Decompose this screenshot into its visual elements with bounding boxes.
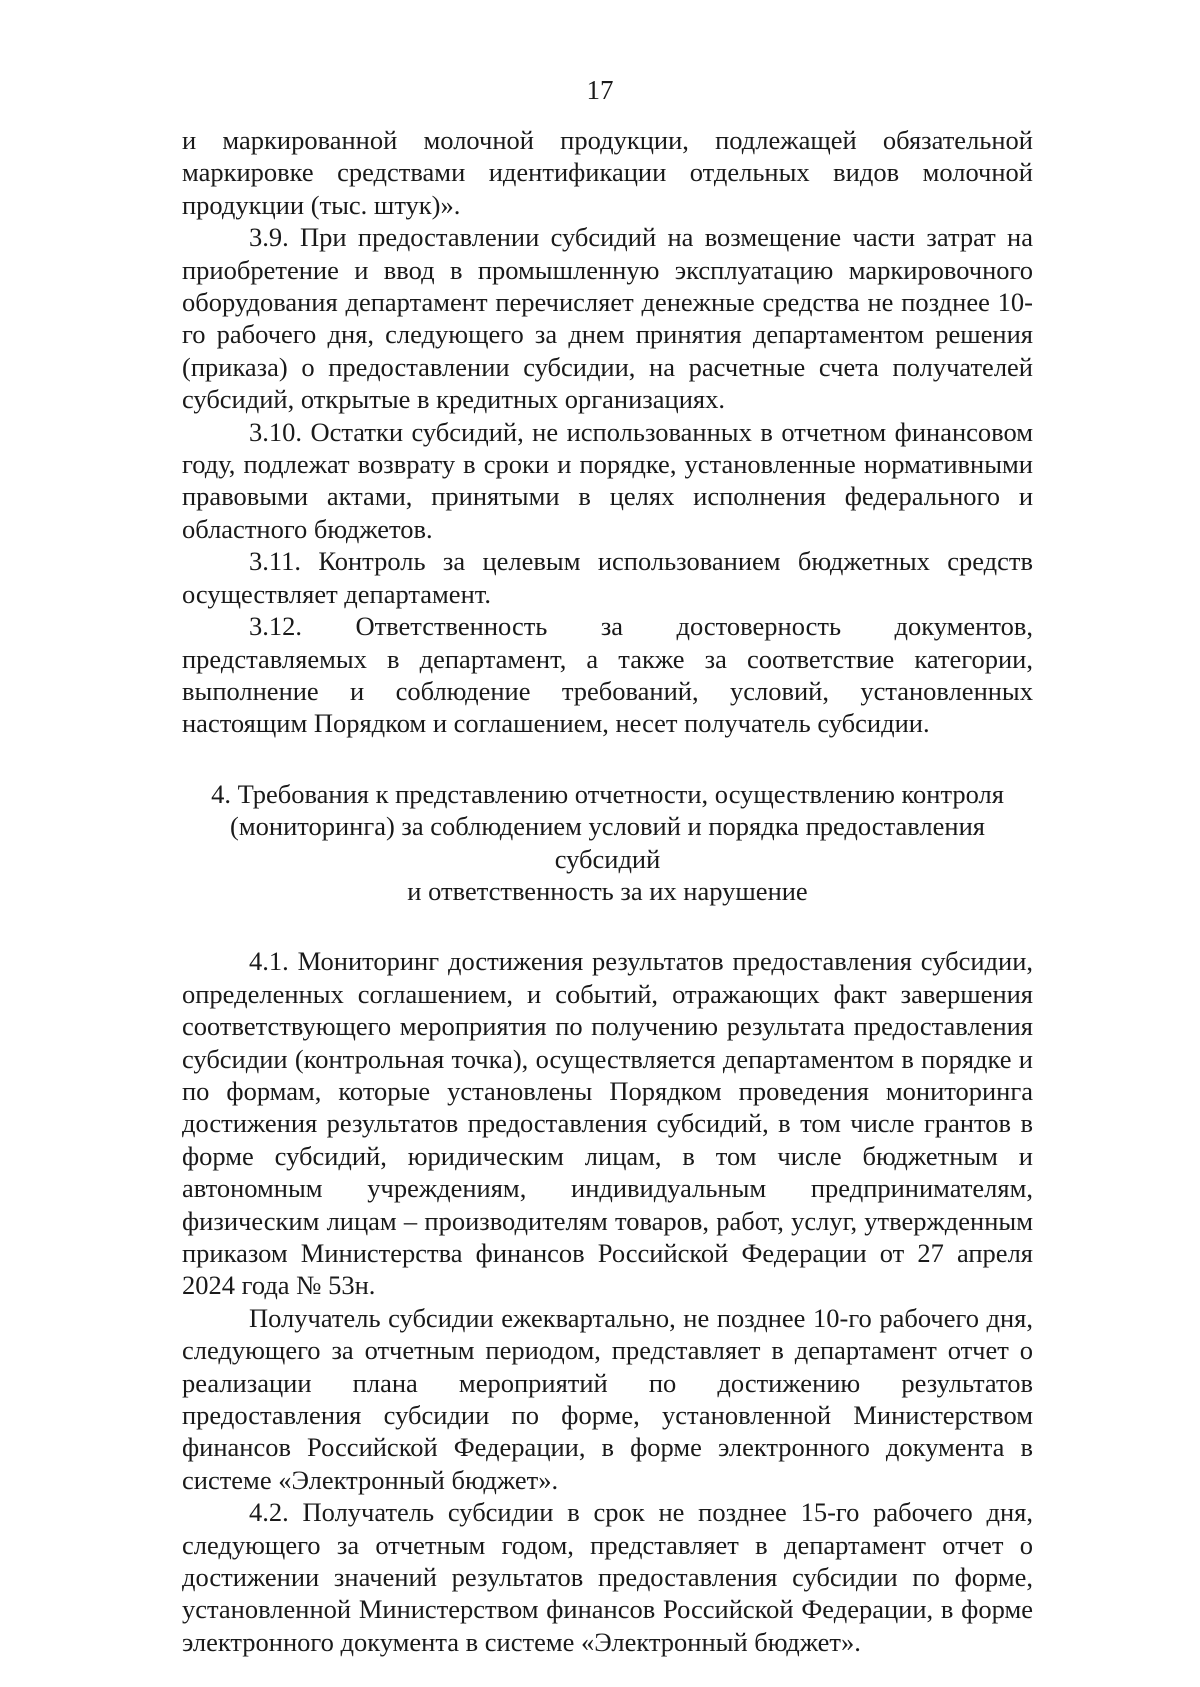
paragraph-3-11: 3.11. Контроль за целевым использованием бюджетных средств осуществляет департамент. (182, 546, 1033, 609)
page-number: 17 (586, 75, 614, 105)
paragraph-3-9: 3.9. При предоставлении субсидий на возмещение части затрат на приобретение и ввод в промышленную эксплуатацию маркировочного оборудования департамент перечисляет денежные средства не позднее 10-го рабочего дня, следующего за днем принятия департаментом решения (приказа) о предоставлении субсидии, на расчетные счета получателей субсидий, открытые в кредитных организациях. (182, 222, 1033, 415)
paragraph-continuation: и маркированной молочной продукции, подлежащей обязательной маркировке средствами идентификации отдельных видов молочной продукции (тыс. штук)». (182, 125, 1033, 220)
paragraph-3-10: 3.10. Остатки субсидий, не использованных в отчетном финансовом году, подлежат возврату в сроки и порядке, установленные нормативными правовыми актами, принятыми в целях исполнения федерального и областного бюджетов. (182, 416, 1033, 544)
document-body (182, 124, 1033, 1658)
section-heading: 4. Требования к представлению отчетности, осуществлению контроля (мониторинга) за соблюдением условий и порядка предоставления субсидий и ответственность за их нарушение (211, 778, 1004, 906)
paragraph-3-12: 3.12. Ответственность за достоверность документов, представляемых в департамент, а также за соответствие категории, выполнение и соблюдение требований, условий, установленных настоящим Порядком и соглашением, несет получатель субсидии. (182, 611, 1033, 739)
paragraph-4-1: 4.1. Мониторинг достижения результатов предоставления субсидии, определенных соглашением, и событий, отражающих факт завершения соответствующего мероприятия по получению результата предоставления субсидии (контрольная точка), осуществляется департаментом в порядке и по формам, которые установлены Порядком проведения мониторинга достижения результатов предоставления субсидий, в том числе грантов в форме субсидий, юридическим лицам, в том числе бюджетным и автономным учреждениям, индивидуальным предпринимателям, физическим лицам – производителям товаров, работ, услуг, утвержденным приказом Министерства финансов Российской Федерации от 27 апреля 2024 года № 53н. (182, 946, 1033, 1301)
paragraph-4-2: 4.2. Получатель субсидии в срок не позднее 15-го рабочего дня, следующего за отчетным годом, представляет в департамент отчет о достижении значений результатов предоставления субсидии по форме, установленной Министерством финансов Российской Федерации, в форме электронного документа в системе «Электронный бюджет». (182, 1497, 1033, 1657)
paragraph-quarterly-report: Получатель субсидии ежеквартально, не позднее 10-го рабочего дня, следующего за отчетным периодом, представляет в департамент отчет о реализации плана мероприятий по достижению результатов предоставления субсидии по форме, установленной Министерством финансов Российской Федерации, в форме электронного документа в системе «Электронный бюджет». (182, 1302, 1033, 1495)
